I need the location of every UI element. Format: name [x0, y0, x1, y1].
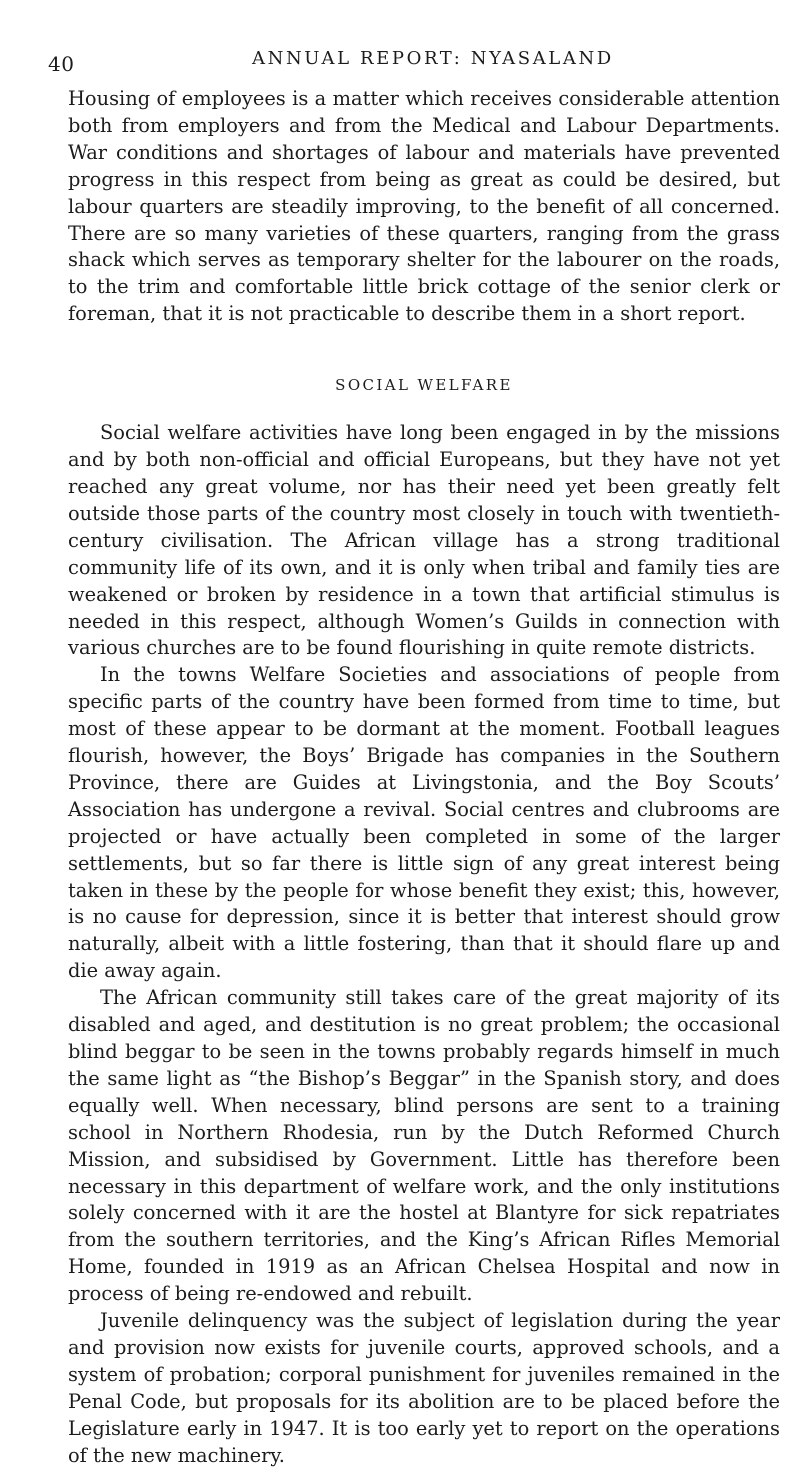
paragraph-african-community: The African community still takes care of the great majority of its disabled and aged, and destitution is no great problem; the occasional blind beggar to be seen in the towns probably regards himself in much the same light as “the Bishop’s Beggar” in the Spanish story, and does equally well. When necessary, blind persons are sent to a training school in Northern Rhodesia, run by the Dutch Reformed Church Mission, and subsidised by Government. Little has therefore been necessary in this department of welfare work, and the only institutions solely concerned with it are the hostel at Blantyre for sick repatriates from the southern territories, and the King’s African Rifles Memorial Home, founded in 1919 as an African Chelsea Hospital and now in process of being re-endowed and rebuilt. — [68, 986, 780, 1306]
page-number: 40 — [48, 52, 75, 76]
section-heading-social-welfare: SOCIAL WELFARE — [335, 376, 513, 395]
paragraph-social-welfare-activities: Social welfare activities have long been engaged in by the missions and by both non-official and official Europeans, but they have not yet reached any great volume, nor has their need yet been greatly felt outside those parts of the country most closely in touch with twentieth-century civilisation. The African village has a strong traditional community life of its own, and it is only when tribal and family ties are weakened or broken by residence in a town that artificial stimulus is needed in this respect, although Women’s Guilds in connection with various churches are to be found flourishing in quite remote districts. — [68, 421, 780, 660]
paragraph-housing: Housing of employees is a matter which receives considerable attention both from employers and from the Medical and Labour Departments. War conditions and shortages of labour and materials have prevented progress in this respect from being as great as could be desired, but labour quarters are steadily improving, to the benefit of all concerned. There are so many varieties of these quarters, ranging from the grass shack which serves as temporary shelter for the labourer on the roads, to the trim and comfortable little brick cottage of the senior clerk or foreman, that it is not practicable to describe them in a short report. — [68, 87, 780, 326]
paragraph-towns-welfare-societies: In the towns Welfare Societies and associations of people from specific parts of the country have been formed from time to time, but most of these appear to be dormant at the moment. Football leagues flourish, however, the Boys’ Brigade has companies in the Southern Province, there are Guides at Livingstonia, and the Boy Scouts’ Association has undergone a revival. Social centres and clubrooms are projected or have actually been completed in some of the larger settlements, but so far there is little sign of any great interest being taken in these by the people for whose benefit they exist; this, however, is no cause for depression, since it is better that interest should grow naturally, albeit with a little fostering, than that it should flare up and die away again. — [68, 663, 780, 983]
running-head: ANNUAL REPORT: NYASALAND — [252, 48, 614, 69]
paragraph-juvenile-delinquency: Juvenile delinquency was the subject of legislation during the year and provision now exists for juvenile courts, approved schools, and a system of probation; corporal punishment for juveniles remained in the Penal Code, but proposals for its abolition are to be placed before the Legislature early in 1947. It is too early yet to report on the operations of the new machinery. — [68, 1309, 780, 1467]
page-header — [48, 44, 780, 76]
